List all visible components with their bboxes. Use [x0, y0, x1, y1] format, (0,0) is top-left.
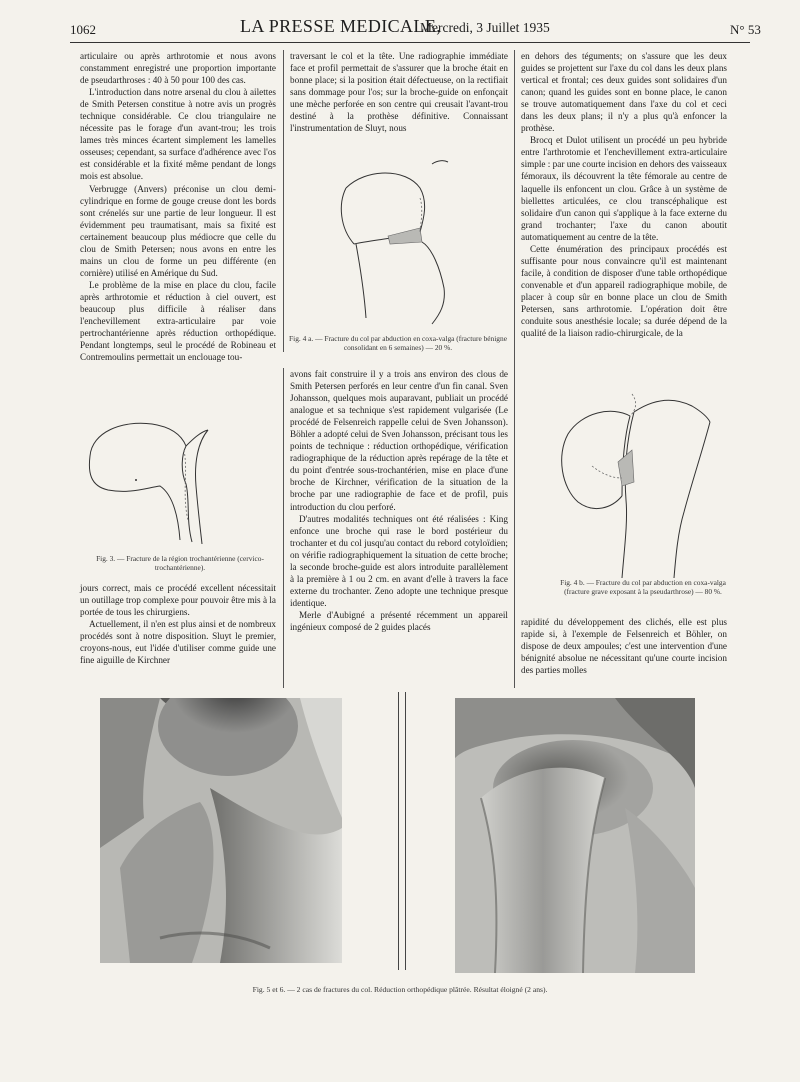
- paragraph: rapidité du développement des clichés, elle est plus rapide si, à l'exemple de Felsenreich et Böhler, on dispose de deux ampoules; c'est une intervention d'une bénignité absolue ne nécessitant qu'une courte incision des parties molles: [521, 617, 727, 676]
- figure-6-radiograph: [455, 698, 695, 973]
- column-2-top: [290, 50, 508, 134]
- column-2-bottom: [290, 368, 508, 633]
- issue-number: N° 53: [730, 22, 761, 37]
- figure-4a-femur-drawing: [320, 158, 460, 328]
- figure-3-caption: Fig. 3. — Fracture de la région trochantérienne (cervico-trochantérienne).: [96, 554, 264, 572]
- paragraph: avons fait construire il y a trois ans environ des clous de Smith Petersen perforés en leur centre d'un fin canal. Sven Johansson, quelques mois auparavant, publiait un procédé analogue et sa technique s'est rapidement vulgarisée (Le procédé de Felsenreich rappelle celui de Sven Johansson). Böhler a adopté celui de Sven Johansson, précisant tous les points de technique : réduction orthopédique, vérification radiographique de la réduction après repérage de la tête et du point d'entrée sous-trochantérien, mise en place d'une broche de Kirchner, vérification de la situation de la broche par une radiographie de face et de profil, puis introduction du clou perforé.: [290, 369, 508, 512]
- paragraph: Actuellement, il n'en est plus ainsi et de nombreux procédés sont à notre disposition. Sluyt le premier, croyons-nous, eut l'idée d'utiliser comme guide une fine aiguille de Kirchner: [80, 619, 276, 666]
- issue-date: Mercredi, 3 Juillet 1935: [420, 20, 550, 35]
- paragraph: Cette énumération des principaux procédés est suffisante pour nous convaincre qu'il est maintenant facile, à condition de disposer d'une table orthopédique convenable et d'un appareil radiographique mobile, de placer à coup sûr en bonne place un clou de Smith Petersen, sans arthrotomie. L'opération doit être conduite sous anesthésie locale; sa durée dépend de la qualité de la liaison radio-chirurgicale, de la: [521, 243, 727, 339]
- paragraph: D'autres modalités techniques ont été réalisées : King enfonce une broche qui rase le bord postérieur du trochanter et du col jusqu'au contact du rebord cotyloïdien; on vérifie radiographiquement la situation de cette broche; la seconde broche-guide est alors introduite parallèlement à la première à 1 ou 2 cm. en avant d'elle à travers la face externe du trochanter. Zeno adopte une technique presque identique.: [290, 513, 508, 608]
- photo-divider: [396, 692, 408, 970]
- column-1-bottom: [80, 582, 276, 666]
- paragraph: L'introduction dans notre arsenal du clou à ailettes de Smith Petersen constitue à notre avis un progrès technique considérable. Ce clou triangulaire ne nécessite pas le forage d'un avant-trou; les trois lames très minces écartent simplement les lamelles osseuses; cependant, sa surface d'adhérence avec l'os est considérable et la fixité même pendant de longs mois est absolue.: [80, 87, 276, 182]
- paragraph: jours correct, mais ce procédé excellent nécessitait un outillage trop complexe pour pouvoir être mis à la portée de tous les chirurgiens.: [80, 583, 276, 618]
- page-number: 1062: [70, 22, 96, 37]
- paragraph: Merle d'Aubigné a présenté récemment un appareil ingénieux composé de 2 guides placés: [290, 609, 508, 632]
- column-divider: [283, 368, 284, 688]
- figure-3-femur-drawing: [82, 410, 274, 550]
- column-3-bottom: [521, 616, 727, 676]
- column-divider: [514, 50, 515, 688]
- column-1-top: [80, 50, 276, 363]
- page-header: [0, 16, 800, 38]
- figure-5-radiograph: [100, 698, 342, 963]
- figure-4a-caption: Fig. 4 a. — Fracture du col par abduction en coxa-valga (fracture bénigne consolidant en 6 semaines) — 20 %.: [289, 334, 507, 352]
- figure-4b-femur-drawing: [552, 382, 712, 582]
- paragraph: Brocq et Dulot utilisent un procédé un peu hybride entre l'arthrotomie et l'enchevillement extra-articulaire simple : par une courte incision en dehors des vaisseaux fémoraux, ils découvrent la tête fémorale au centre de laquelle ils enfoncent un clou. Grâce à un système de biellettes articulées, ce clou transcéphalique est solidaire d'un canon qui s'applique à la face externe du grand trochanter; l'axe du canon aboutit automatiquement au centre de la tête.: [521, 135, 727, 242]
- paragraph: Le problème de la mise en place du clou, facile après arthrotomie et réduction à ciel ouvert, est beaucoup plus difficile à réaliser dans l'enchevillement extra-articulaire par voie pertrochantérienne après réduction orthopédique. Pendant longtemps, seul le procédé de Robineau et Contremoulins permettait un enclouage tou-: [80, 279, 276, 363]
- paragraph: traversant le col et la tête. Une radiographie immédiate face et profil permettait de s'assurer que la broche était en bonne place; si la position était défectueuse, on la rectifiait sans dommage pour l'os; sur la broche-guide on enfonçait une mèche perforée en son centre qui creusait l'avant-trou destiné à la prothèse définitive. Connaissant l'instrumentation de Sluyt, nous: [290, 51, 508, 134]
- header-rule: [70, 42, 750, 43]
- journal-title: LA PRESSE MEDICALE,: [240, 16, 442, 36]
- paragraph: en dehors des téguments; on s'assure que les deux guides se projettent sur l'axe du col dans les deux plans vertical et frontal; ces deux guides sont solidaires d'un canon; quand les guides sont en bonne place, le canon se trouve automatiquement dans l'axe du col et ceci dans les deux plans; il n'y a plus qu'à enfoncer la prothèse.: [521, 51, 727, 134]
- column-3-top: [521, 50, 727, 339]
- column-divider: [283, 50, 284, 352]
- paragraph: articulaire ou après arthrotomie et nous avons constamment enregistré une proportion importante de pseudarthroses : 40 à 50 pour 100 des cas.: [80, 51, 276, 86]
- figures-5-6-caption: Fig. 5 et 6. — 2 cas de fractures du col. Réduction orthopédique plâtrée. Résultat éloigné (2 ans).: [252, 985, 548, 994]
- paragraph: Verbrugge (Anvers) préconise un clou demi-cylindrique en forme de gouge creuse dont les bords sont crénelés sur une partie de leur longueur. Il est évidemment peu traumatisant, mais sa fixité est certainement beaucoup plus médiocre que celle du clou de Smith Petersen; nous avons en entre les mains un clou de forme un peu différente (en cornière) utilisé en Amérique du Sud.: [80, 183, 276, 278]
- figure-4b-caption: Fig. 4 b. — Fracture du col par abduction en coxa-valga (fracture grave exposant à la pseudarthrose) — 80 %.: [560, 578, 726, 596]
